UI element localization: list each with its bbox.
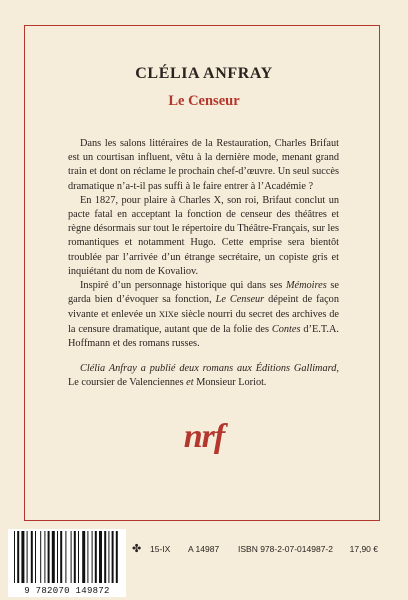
barcode-bar	[104, 531, 106, 583]
barcode-bar	[87, 531, 88, 583]
barcode-bar	[92, 531, 93, 583]
le-censeur-italic: Le Censeur	[215, 294, 265, 306]
barcode-bar	[108, 531, 109, 583]
barcode-bar	[31, 531, 33, 583]
barcode-bar	[40, 531, 41, 583]
contes-italic: Contes	[271, 323, 301, 335]
barcode	[8, 529, 126, 597]
paragraph-3-text: Inspiré d’un personnage historique qui dans ses	[80, 280, 286, 292]
century-numeral: XIX	[158, 309, 174, 320]
paragraph-3-text-b: se garda bien d’évoquer sa fonction,	[68, 280, 339, 306]
barcode-bar	[44, 531, 45, 583]
isbn: ISBN 978-2-07-014987-2	[238, 544, 333, 554]
bio-title-1: Le coursier de Valenciennes	[68, 377, 184, 389]
paragraph-3	[68, 279, 339, 351]
author-name: CLÉLIA ANFRAY	[135, 65, 273, 82]
memoires-italic: Mémoires	[285, 280, 327, 292]
publisher-logo: nrf	[183, 418, 225, 455]
barcode-bar	[21, 531, 24, 583]
paragraph-3-text-c: dépeint de façon vivante et enlevée un	[68, 294, 339, 321]
paragraph-3-text-d: e siècle nourri du secret des archives de la censure dramatique, autant que de la folie des	[68, 309, 339, 335]
barcode-bar	[71, 531, 72, 583]
author-bio	[68, 362, 339, 390]
barcode-bar	[52, 531, 55, 583]
barcode-bar	[27, 531, 28, 583]
barcode-bar	[35, 531, 36, 583]
colophon-icon: ✤	[132, 543, 142, 555]
barcode-bar	[112, 531, 114, 583]
blurb	[68, 137, 339, 390]
bio-text-b: et	[183, 377, 197, 389]
barcode-bar	[99, 531, 102, 583]
catalog-number: A 14987	[188, 544, 220, 554]
barcode-bar	[48, 531, 50, 583]
barcode-bars	[12, 531, 122, 585]
barcode-bar	[82, 531, 85, 583]
barcode-bar	[78, 531, 79, 583]
bio-text-c: .	[263, 377, 267, 389]
book-title: Le Censeur	[168, 93, 240, 109]
barcode-bar	[116, 531, 118, 583]
barcode-bar	[57, 531, 58, 583]
barcode-bar	[14, 531, 15, 583]
paragraph-2-text: En 1827, pour plaire à Charles X, son roi, Brifaut conclut un pacte fatal en acceptant la fonction de censeur des théâtres et règne désormais sur tout le répertoire du Théâtre-Français, sur les romantiques et notamment Hugo. Cette emprise sera bientôt troublée par l’arrivée d’un étrange secrétaire, un copiste gris et inquiétant du nom de Kovaliov.	[68, 194, 339, 277]
barcode-bar	[17, 531, 19, 583]
bio-title-2: Monsieur Loriot	[196, 377, 264, 389]
barcode-bar	[74, 531, 76, 583]
series-code: 15-IX	[150, 544, 171, 554]
barcode-bar	[95, 531, 97, 583]
paragraph-1	[68, 137, 339, 194]
price: 17,90 €	[349, 544, 378, 554]
paragraph-1-text: Dans les salons littéraires de la Restauration, Charles Brifaut est un courtisan influent, vêtu à la dernière mode, menant grand train et dont on réclame le prochain chef-d’œuvre. Un seul succès dramatique n’a-t-il pas suffi à le faire entrer à l’Académie ?	[68, 138, 339, 192]
barcode-bar	[60, 531, 62, 583]
paragraph-2	[68, 194, 339, 279]
bio-text: Clélia Anfray a publié deux romans aux Éditions Gallimard,	[80, 363, 339, 375]
barcode-bar	[65, 531, 66, 583]
barcode-digits: 9 782070 149872	[24, 586, 110, 596]
paragraph-3-text-e: d’E.T.A. Hoffmann et des romans russes.	[68, 323, 339, 349]
back-cover-footer	[0, 527, 408, 600]
